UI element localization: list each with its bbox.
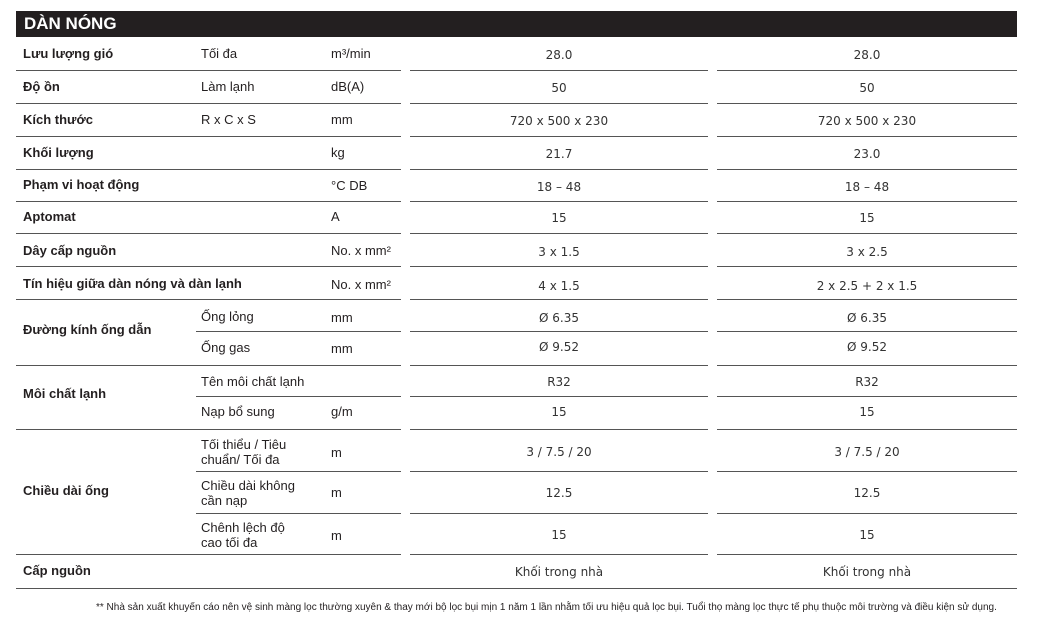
row-unit: °C DB	[331, 178, 368, 193]
value-model-2: 28.0	[853, 48, 881, 62]
value-model-1: 4 x 1.5	[538, 279, 580, 293]
row-unit: m	[331, 528, 342, 543]
value-model-1: 15	[551, 528, 567, 542]
row-unit: mm	[331, 341, 353, 356]
row-sublabel: Ống gas	[201, 340, 251, 355]
value-model-2: 15	[859, 211, 875, 225]
row-unit: m³/min	[331, 46, 371, 61]
row-unit: kg	[331, 145, 345, 160]
row-unit: A	[331, 209, 340, 224]
row-label: Phạm vi hoạt động	[23, 177, 140, 192]
value-model-2: 18 – 48	[844, 180, 890, 194]
group-label: Đường kính ống dẫn	[23, 322, 152, 337]
row-unit: m	[331, 445, 342, 460]
row-label: Tín hiệu giữa dàn nóng và dàn lạnh	[23, 276, 242, 291]
row-sublabel: Làm lạnh	[201, 79, 255, 94]
value-model-2: 3 / 7.5 / 20	[834, 445, 900, 459]
value-model-2: 720 x 500 x 230	[817, 114, 917, 128]
row-sublabel: R x C x S	[201, 112, 256, 127]
value-model-1: 28.0	[545, 48, 573, 62]
row-sublabel: Chênh lệch độ cao tối đa	[201, 520, 285, 550]
value-model-2: 12.5	[853, 486, 881, 500]
group-label: Môi chất lạnh	[23, 386, 107, 401]
row-unit: dB(A)	[331, 79, 365, 94]
value-model-2: Ø 9.52	[847, 340, 887, 354]
value-model-1: 50	[551, 81, 567, 95]
section-title: DÀN NÓNG	[24, 14, 117, 33]
row-label: Kích thước	[23, 112, 93, 127]
value-model-2: R32	[855, 375, 879, 389]
value-model-2: Ø 6.35	[847, 311, 887, 325]
value-model-2: 15	[859, 528, 875, 542]
row-label: Khối lượng	[23, 145, 94, 160]
value-model-1: 720 x 500 x 230	[509, 114, 609, 128]
row-unit: mm	[331, 112, 353, 127]
row-label: Độ ồn	[23, 79, 60, 94]
row-label: Cấp nguồn	[23, 563, 91, 578]
value-model-1: 12.5	[545, 486, 573, 500]
value-model-1: 21.7	[545, 147, 573, 161]
value-model-1: 3 / 7.5 / 20	[526, 445, 592, 459]
value-model-2: 15	[859, 405, 875, 419]
row-unit: m	[331, 485, 342, 500]
value-model-2: Khối trong nhà	[822, 565, 912, 579]
row-label: Lưu lượng gió	[23, 46, 114, 61]
row-label: Aptomat	[23, 209, 76, 224]
row-sublabel: Ống lỏng	[201, 309, 254, 324]
value-model-1: Ø 9.52	[539, 340, 579, 354]
value-model-1: 18 – 48	[536, 180, 582, 194]
row-label: Dây cấp nguồn	[23, 243, 117, 258]
value-model-1: 3 x 1.5	[538, 245, 580, 259]
row-unit: No. x mm²	[331, 277, 391, 292]
value-model-1: R32	[547, 375, 571, 389]
value-model-1: 15	[551, 211, 567, 225]
value-model-1: Ø 6.35	[539, 311, 579, 325]
section-header	[16, 11, 1017, 37]
value-model-2: 2 x 2.5 + 2 x 1.5	[816, 279, 918, 293]
row-unit: g/m	[331, 404, 353, 419]
row-unit: mm	[331, 310, 353, 325]
row-sublabel: Tên môi chất lạnh	[201, 374, 305, 389]
row-unit: No. x mm²	[331, 243, 391, 258]
row-sublabel: Tối thiểu / Tiêu chuẩn/ Tối đa	[201, 437, 287, 467]
value-model-1: Khối trong nhà	[514, 565, 604, 579]
footnote: ** Nhà sản xuất khuyến cáo nên vệ sinh màng lọc thường xuyên & thay mới bộ lọc bụi mịn 1 năm 1 lần nhằm tối ưu hiệu quả lọc bụi. Tuổi thọ màng lọc thực tế phụ thuộc môi trường và điều kiện sử dụng.	[96, 602, 997, 613]
value-model-2: 23.0	[853, 147, 881, 161]
row-sublabel: Chiều dài không cần nạp	[201, 478, 295, 508]
value-model-2: 3 x 2.5	[846, 245, 888, 259]
value-model-1: 15	[551, 405, 567, 419]
group-label: Chiều dài ống	[23, 483, 109, 498]
value-model-2: 50	[859, 81, 875, 95]
row-sublabel: Nạp bổ sung	[201, 404, 275, 419]
row-sublabel: Tối đa	[201, 46, 238, 61]
